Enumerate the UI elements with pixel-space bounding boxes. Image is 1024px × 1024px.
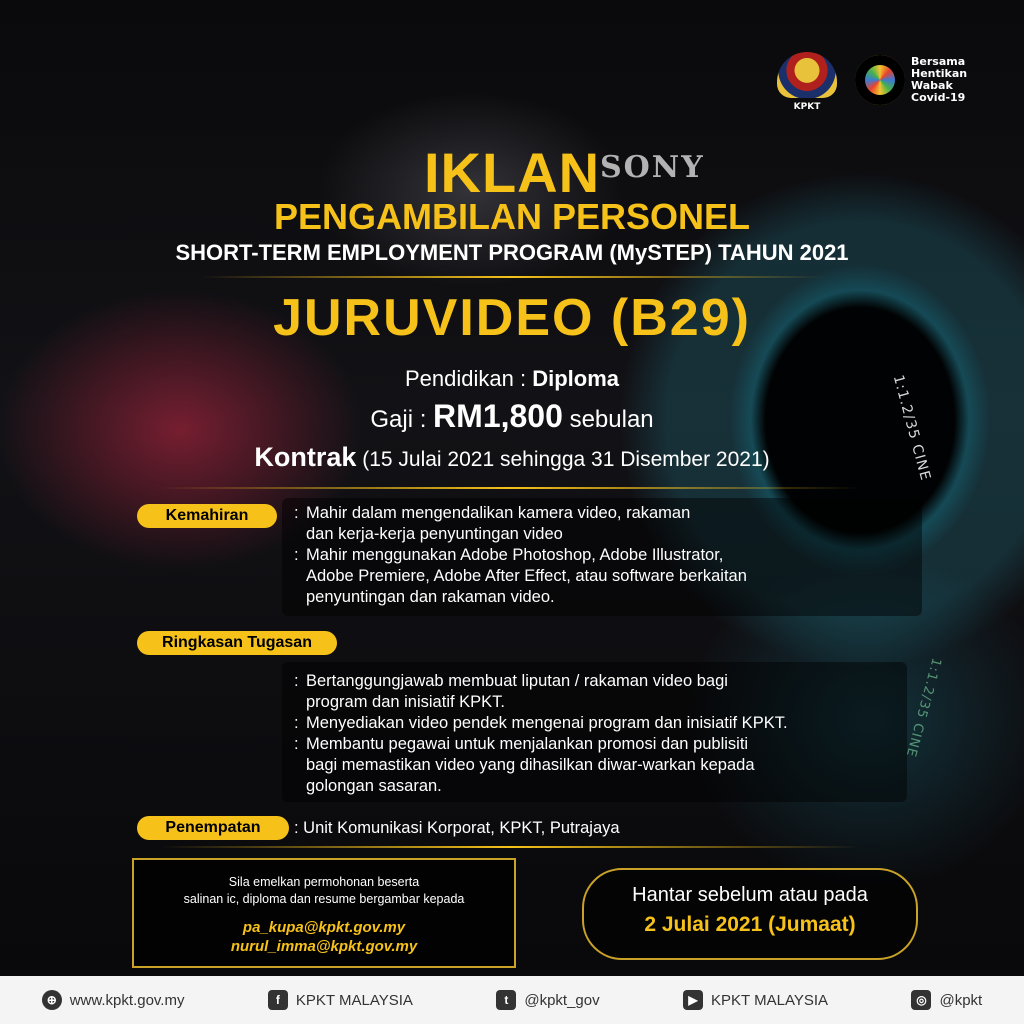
coat-of-arms-icon — [777, 52, 837, 98]
footer-facebook[interactable]: f KPKT MALAYSIA — [268, 990, 413, 1010]
facebook-icon: f — [268, 990, 288, 1010]
skills-tag: Kemahiran — [137, 504, 277, 528]
camera-brand-text: SONY — [600, 150, 705, 185]
email-link[interactable]: pa_kupa@kpkt.gov.my — [242, 919, 406, 936]
page-title: IKLAN — [423, 141, 601, 204]
instagram-icon: ◎ — [911, 990, 931, 1010]
application-email-box — [132, 858, 516, 968]
kpkt-logo — [772, 52, 842, 114]
placement-value: : Unit Komunikasi Korporat, KPKT, Putrajaya — [294, 819, 620, 837]
deadline-date: 2 Julai 2021 (Jumaat) — [644, 913, 856, 936]
flower-emblem-icon — [855, 55, 905, 105]
divider — [200, 276, 824, 278]
deadline-label: Hantar sebelum atau pada — [632, 884, 868, 906]
divider — [160, 846, 860, 848]
deadline-box — [582, 868, 918, 960]
contract-line: Kontrak (15 Julai 2021 sehingga 31 Disember 2021) — [254, 442, 770, 472]
placement-tag: Penempatan — [137, 816, 289, 840]
footer-bar — [0, 976, 1024, 1024]
lens-marking-reflection-text: 1:1.2/35 CINE — [902, 656, 944, 759]
lens-marking-text: 1:1.2/35 CINE — [889, 373, 934, 483]
footer-youtube[interactable]: ▶ KPKT MALAYSIA — [683, 990, 828, 1010]
footer-twitter[interactable]: t @kpkt_gov — [496, 990, 599, 1010]
duties-list — [294, 671, 788, 797]
program-name: SHORT-TERM EMPLOYMENT PROGRAM (MySTEP) TAHUN 2021 — [175, 240, 849, 265]
list-item: : Menyediakan video pendek mengenai program dan inisiatif KPKT. — [294, 713, 788, 734]
list-item: : Membantu pegawai untuk menjalankan promosi dan publisiti bagi memastikan video yang dihasilkan diwar-warkan kepada golongan sasaran. — [294, 734, 788, 797]
twitter-icon: t — [496, 990, 516, 1010]
page-subtitle: PENGAMBILAN PERSONEL — [273, 196, 751, 237]
covid-campaign-logo — [855, 52, 975, 108]
education-line: Pendidikan : Diploma — [404, 366, 619, 391]
salary-line: Gaji : RM1,800 sebulan — [370, 398, 654, 434]
footer-instagram[interactable]: ◎ @kpkt — [911, 990, 982, 1010]
list-item: : Mahir dalam mengendalikan kamera video, rakaman dan kerja-kerja penyuntingan video — [294, 503, 747, 545]
youtube-icon: ▶ — [683, 990, 703, 1010]
duties-tag: Ringkasan Tugasan — [137, 631, 337, 655]
divider — [160, 487, 860, 489]
list-item: : Bertanggungjawab membuat liputan / rakaman video bagi program dan inisiatif KPKT. — [294, 671, 788, 713]
list-item: : Mahir menggunakan Adobe Photoshop, Adobe Illustrator, Adobe Premiere, Adobe After Effect, atau software berkaitan penyuntingan dan rakaman video. — [294, 545, 747, 608]
footer-website[interactable]: ⊕ www.kpkt.gov.my — [42, 990, 185, 1010]
application-instruction: Sila emelkan permohonan beserta salinan ic, diploma dan resume bergambar kepada — [183, 875, 465, 906]
skills-list — [294, 503, 747, 608]
kpkt-logo-label: KPKT — [793, 102, 821, 112]
covid-campaign-text: Bersama Hentikan Wabak Covid-19 — [911, 55, 968, 104]
email-link[interactable]: nurul_imma@kpkt.gov.my — [230, 938, 418, 955]
job-title: JURUVIDEO (B29) — [273, 289, 751, 347]
globe-icon: ⊕ — [42, 990, 62, 1010]
